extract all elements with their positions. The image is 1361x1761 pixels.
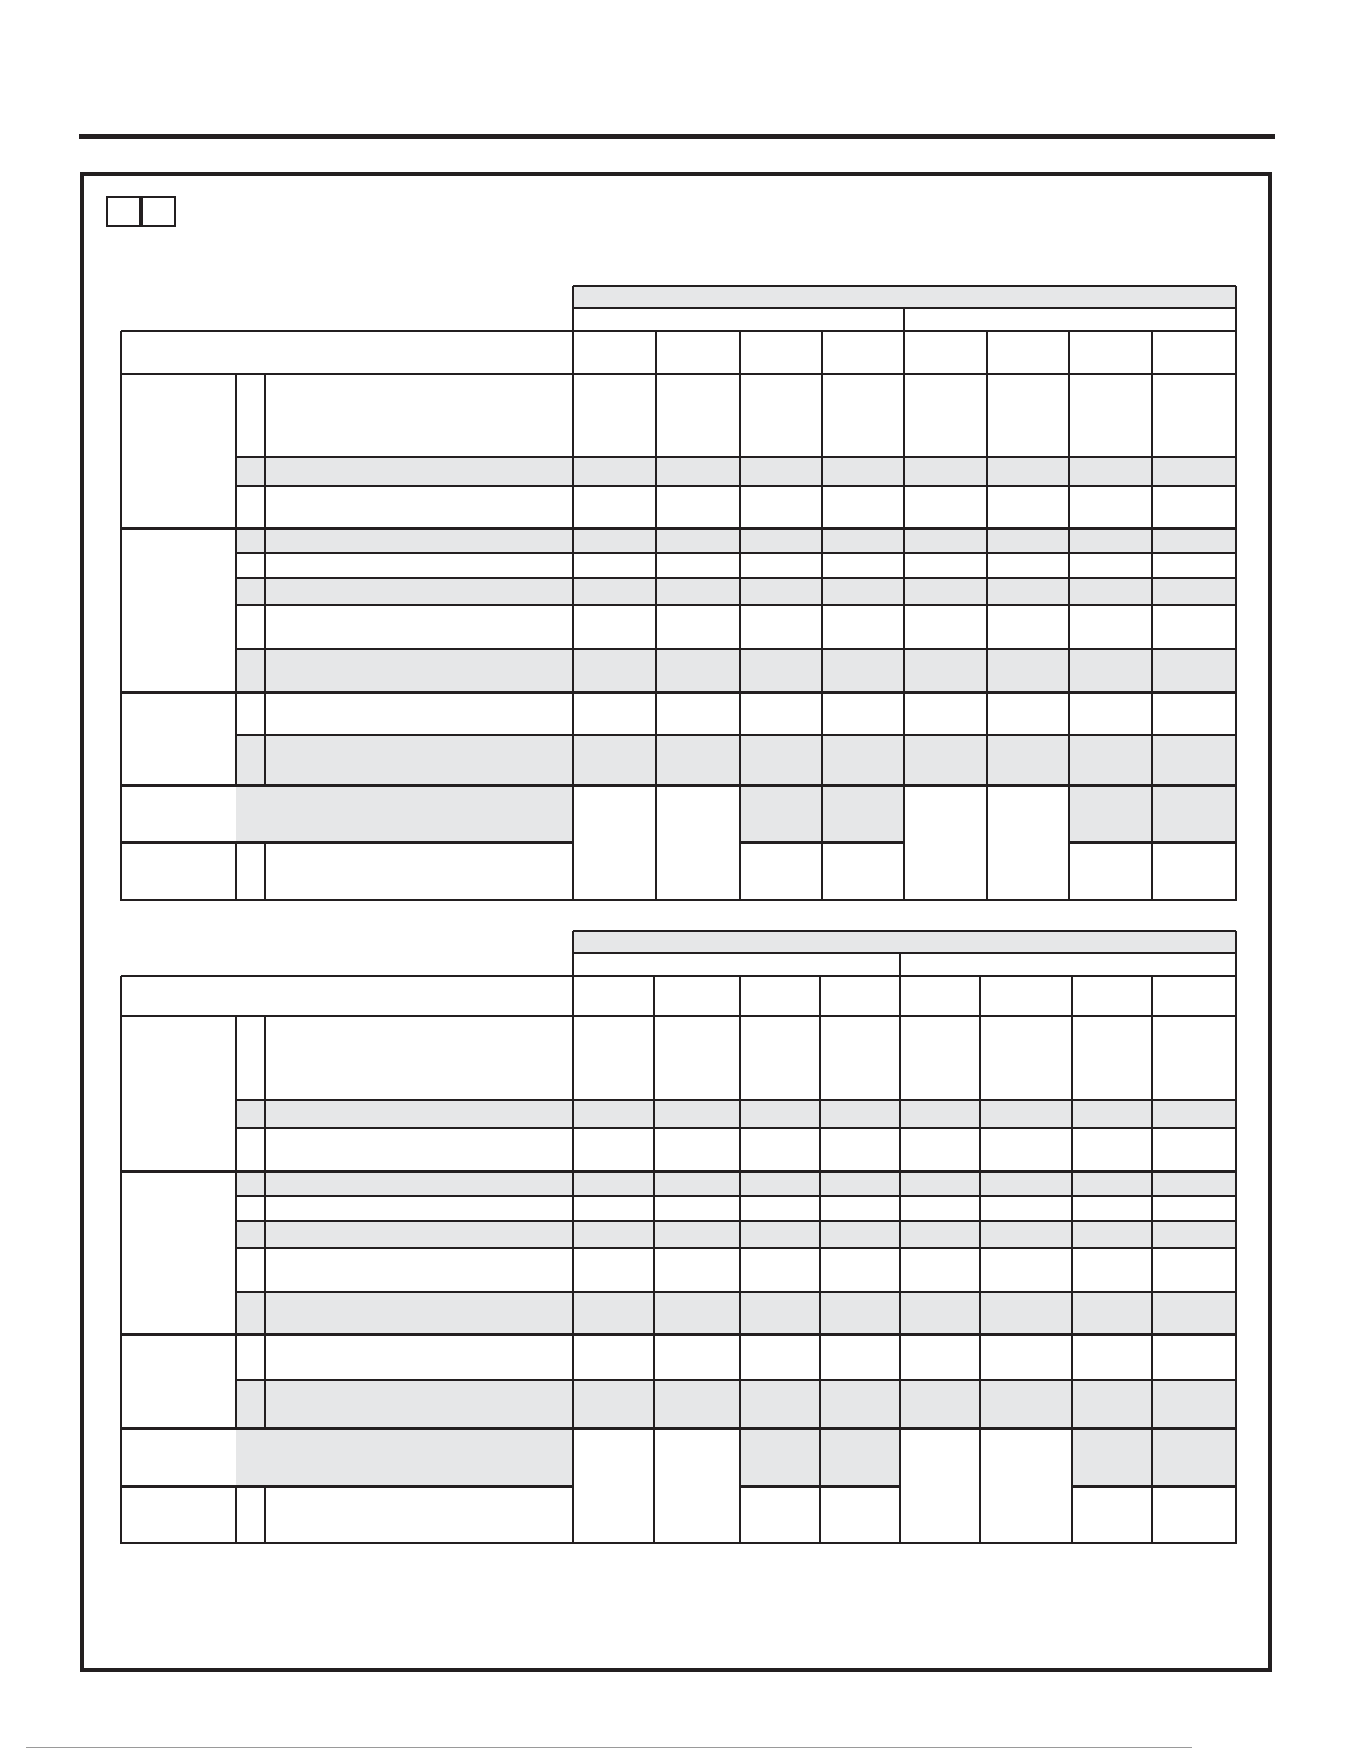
data-col-divider <box>986 331 988 901</box>
data-col-divider <box>1151 976 1153 1544</box>
span-row-bottom <box>121 841 573 844</box>
super-header <box>573 286 1236 308</box>
data-col-divider <box>819 976 821 1544</box>
data-col-divider <box>979 976 981 1544</box>
data-col-divider <box>739 331 741 901</box>
super-header-top <box>573 285 1236 287</box>
num-col-left <box>235 1486 237 1544</box>
super-header <box>573 931 1236 953</box>
row-divider <box>236 648 1236 650</box>
table-row-shade <box>236 1292 1236 1334</box>
data-col-divider <box>739 976 741 1544</box>
header-top <box>121 975 1236 977</box>
super-header-bottom <box>573 952 1236 954</box>
row-divider <box>236 1247 1236 1249</box>
table-row-shade <box>236 785 573 842</box>
super-header-left <box>572 931 574 976</box>
table-left <box>120 976 122 1544</box>
row-divider <box>236 1220 1236 1222</box>
row-divider <box>236 1099 1236 1101</box>
sub-header-divider <box>903 308 905 331</box>
row-divider <box>236 1291 1236 1293</box>
top-rule <box>79 134 1275 139</box>
header-bottom <box>121 1015 1236 1017</box>
row-divider <box>236 604 1236 606</box>
super-header-right <box>1235 286 1237 331</box>
table-right <box>1235 331 1237 901</box>
row-divider <box>236 734 1236 736</box>
table-row-shade <box>236 1100 1236 1128</box>
bottom-rule <box>26 1747 1192 1748</box>
group-divider <box>121 1333 1236 1336</box>
table-row-shade <box>236 1428 573 1486</box>
num-col-left <box>235 842 237 901</box>
super-header-left <box>572 286 574 331</box>
table-row-shade <box>236 1380 1236 1428</box>
data-left <box>572 976 574 1544</box>
span-row-bottom <box>1072 1485 1236 1488</box>
table-row-shade <box>236 528 1236 553</box>
group-divider <box>121 1170 1236 1173</box>
num-col-right <box>264 374 266 785</box>
span-row-bottom <box>121 1485 573 1488</box>
table-left <box>120 331 122 901</box>
num-col-left <box>235 374 237 785</box>
data-col-divider <box>1068 331 1070 901</box>
num-col-left <box>235 1016 237 1428</box>
marker-box-left <box>106 196 141 227</box>
table-row-shade <box>236 649 1236 692</box>
data-col-divider <box>1071 976 1073 1544</box>
table-row-shade <box>236 1221 1236 1248</box>
table-row-shade <box>236 735 1236 785</box>
data-left <box>572 331 574 901</box>
num-col-right <box>264 1486 266 1544</box>
data-col-divider <box>903 331 905 901</box>
table-row-shade <box>236 1171 1236 1196</box>
super-header-right <box>1235 931 1237 976</box>
marker-box-right <box>141 196 176 227</box>
table-row-shade <box>236 578 1236 605</box>
row-divider <box>236 1195 1236 1197</box>
super-header-top <box>573 930 1236 932</box>
table-right <box>1235 976 1237 1544</box>
data-col-divider <box>1151 331 1153 901</box>
table-row-shade <box>1072 1428 1236 1486</box>
row-divider <box>236 456 1236 458</box>
group-divider <box>121 1427 1236 1430</box>
data-col-divider <box>653 976 655 1544</box>
data-col-divider <box>899 976 901 1544</box>
row-divider <box>236 485 1236 487</box>
data-col-divider <box>655 331 657 901</box>
row-divider <box>236 1127 1236 1129</box>
table-bottom <box>121 1542 1236 1544</box>
num-col-right <box>264 842 266 901</box>
row-divider <box>236 552 1236 554</box>
row-divider <box>236 577 1236 579</box>
table-row-shade <box>236 457 1236 486</box>
data-col-divider <box>821 331 823 901</box>
num-col-right <box>264 1016 266 1428</box>
row-divider <box>236 1379 1236 1381</box>
sub-header-divider <box>899 953 901 976</box>
